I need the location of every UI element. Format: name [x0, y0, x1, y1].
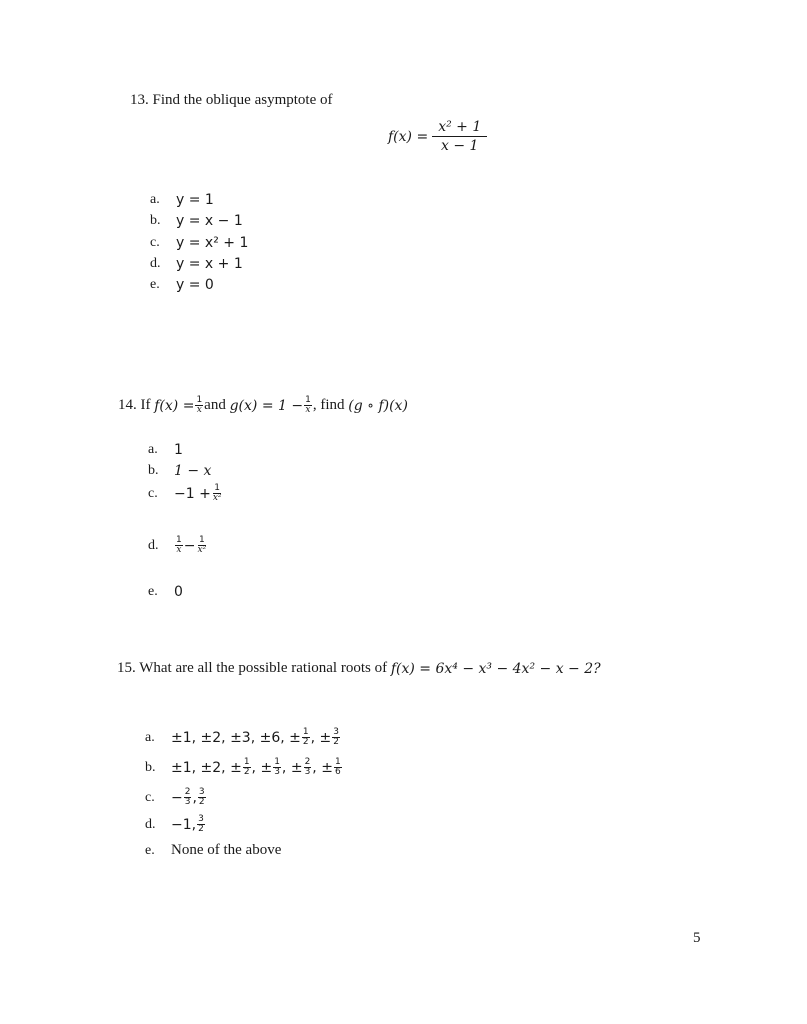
fraction-denominator: 2	[333, 737, 339, 747]
choice-fraction-1	[175, 536, 183, 555]
choice-text: 0	[174, 584, 183, 600]
fraction-numerator: 1	[198, 535, 205, 545]
choice-text: 1 − x	[174, 463, 212, 479]
q13-fx: f(x) =	[388, 128, 429, 145]
choice-letter: b.	[148, 463, 159, 478]
q13-choice-c	[150, 235, 248, 251]
choice-fraction-4	[334, 758, 342, 777]
choice-text: None of the above	[171, 842, 282, 858]
choice-prefix: −1 +	[174, 485, 211, 502]
choice-prefix: ±1, ±2, ±3, ±6, ±	[171, 729, 301, 746]
fraction-numerator: 1	[176, 535, 182, 545]
q14-choice-d	[148, 536, 208, 555]
q14-f-fraction	[195, 396, 203, 415]
choice-letter: a.	[148, 442, 158, 457]
fraction-denominator: x²	[197, 545, 207, 555]
fraction-denominator: x	[196, 405, 202, 415]
q13-choice-b	[150, 213, 243, 229]
q15-choice-b	[145, 758, 343, 777]
choice-fraction-2	[273, 758, 281, 777]
q14-prefix: 14. If	[118, 397, 151, 413]
choice-minus: −	[183, 537, 196, 554]
fraction-numerator: 1	[243, 757, 250, 767]
choice-prefix: −1,	[171, 816, 197, 833]
fraction-numerator: 3	[333, 727, 339, 737]
q14-choice-c	[148, 484, 224, 503]
fraction-denominator: x	[305, 405, 311, 415]
choice-fraction	[197, 815, 205, 834]
fraction-denominator: 3	[274, 767, 280, 777]
q15-choice-d	[145, 815, 206, 834]
q14-g-fraction	[304, 396, 312, 415]
choice-letter: b.	[150, 213, 161, 228]
choice-fraction-1	[184, 788, 192, 807]
q13-choice-d	[150, 256, 243, 272]
fraction-denominator: 2	[243, 767, 250, 777]
choice-fraction-1	[243, 758, 251, 777]
choice-fraction-1	[302, 728, 310, 747]
fraction-denominator: 3	[304, 767, 311, 777]
choice-fraction-2	[198, 788, 206, 807]
fraction-numerator: 1	[196, 395, 203, 405]
fraction-numerator: 2	[184, 787, 191, 797]
page-number: 5	[693, 930, 701, 946]
choice-separator: ,	[192, 789, 197, 806]
fraction-numerator: 1	[214, 483, 221, 493]
choice-separator: , ±	[310, 729, 332, 746]
q14-f-lhs: f(x) =	[154, 397, 195, 414]
choice-separator: , ±	[251, 759, 273, 776]
q14-choice-b	[148, 463, 211, 479]
choice-letter: d.	[145, 816, 156, 832]
q15-function: f(x) = 6x⁴ − x³ − 4x² − x − 2?	[390, 660, 601, 677]
q14-composition: (g ∘ f)(x)	[348, 397, 408, 414]
choice-letter: d.	[150, 256, 161, 271]
q13-choice-a	[150, 192, 214, 208]
choice-text: y = 0	[176, 277, 214, 293]
fraction-numerator: 1	[334, 757, 341, 767]
choice-separator: , ±	[281, 759, 303, 776]
choice-letter: b.	[145, 759, 156, 775]
choice-prefix: −	[171, 789, 183, 806]
choice-fraction-2	[332, 728, 340, 747]
fraction-numerator: 1	[302, 727, 309, 737]
choice-text: y = 1	[176, 192, 214, 208]
choice-letter: c.	[150, 235, 160, 250]
question-13-function	[388, 120, 488, 153]
fraction-denominator: 6	[334, 767, 341, 777]
fraction-denominator: 2	[302, 737, 309, 747]
q15-stem-text: 15. What are all the possible rational roots of	[117, 660, 388, 676]
fraction-denominator: 2	[198, 797, 205, 807]
fraction-numerator: 3	[198, 814, 204, 824]
fraction-denominator: 2	[198, 824, 204, 834]
fraction-numerator: 3	[198, 787, 205, 797]
q14-find: , find	[312, 397, 345, 413]
q15-choice-c	[145, 788, 207, 807]
q14-and: and	[204, 397, 226, 413]
question-14-stem	[118, 396, 408, 415]
fraction-denominator: x²	[212, 493, 222, 503]
fraction-numerator: 1	[305, 395, 311, 405]
choice-text: y = x + 1	[176, 256, 243, 272]
question-13-stem: 13. Find the oblique asymptote of	[130, 92, 333, 108]
choice-fraction-2	[196, 536, 207, 555]
choice-text: y = x − 1	[176, 213, 243, 229]
choice-letter: d.	[148, 537, 159, 553]
q14-g-lhs: g(x) = 1 −	[229, 397, 304, 414]
choice-text: y = x² + 1	[176, 235, 249, 251]
q13-fraction	[432, 120, 487, 153]
q15-choice-a	[145, 728, 341, 747]
choice-text: 1	[174, 442, 183, 458]
q13-denominator: x − 1	[440, 138, 479, 154]
fraction-denominator: x	[176, 545, 182, 555]
q13-numerator: x² + 1	[432, 120, 487, 137]
q14-choice-e	[148, 584, 183, 600]
fraction-numerator: 2	[304, 757, 311, 767]
q15-choice-e	[145, 842, 281, 859]
choice-letter: a.	[150, 192, 160, 207]
choice-letter: e.	[150, 277, 160, 292]
choice-letter: e.	[148, 584, 158, 599]
q14-choice-a	[148, 442, 183, 458]
choice-fraction-3	[304, 758, 312, 777]
choice-separator: , ±	[312, 759, 333, 776]
q13-choice-e	[150, 277, 214, 293]
fraction-denominator: 3	[184, 797, 191, 807]
choice-letter: a.	[145, 729, 155, 745]
fraction-numerator: 1	[274, 757, 280, 767]
choice-prefix: ±1, ±2, ±	[171, 759, 242, 776]
question-15-stem	[117, 660, 601, 677]
choice-fraction	[212, 484, 223, 503]
choice-letter: e.	[145, 842, 155, 858]
choice-letter: c.	[148, 485, 158, 501]
choice-letter: c.	[145, 789, 155, 805]
